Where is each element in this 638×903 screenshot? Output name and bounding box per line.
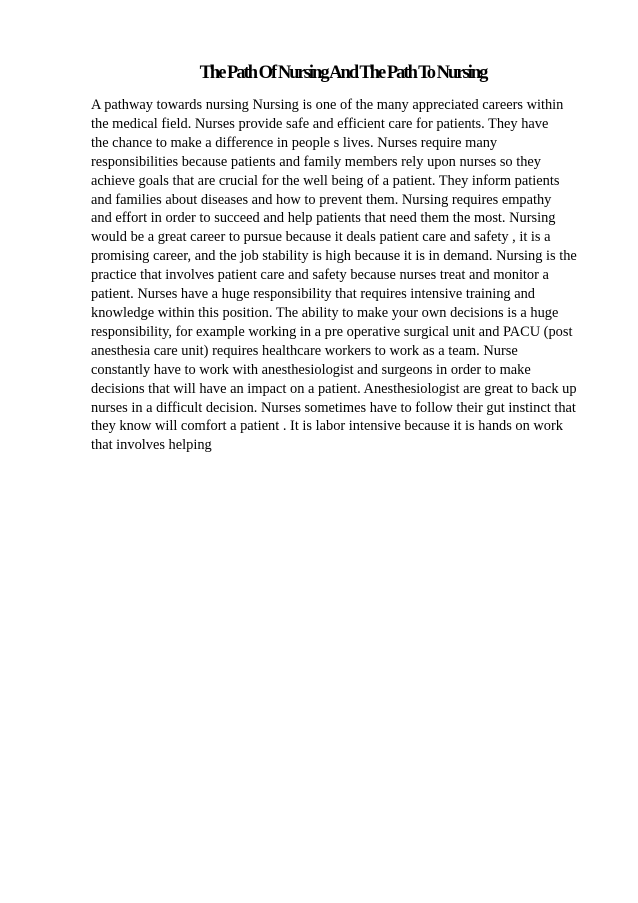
body-line: would be a great career to pursue because it deals patient care and safety , it is a (91, 229, 551, 246)
body-line: achieve goals that are crucial for the well being of a patient. They inform patients (91, 172, 560, 189)
body-line: and families about diseases and how to prevent them. Nursing requires empathy (91, 191, 552, 208)
body-line: anesthesia care unit) requires healthcare workers to work as a team. Nurse (91, 342, 518, 359)
body-line: responsibility, for example working in a pre operative surgical unit and PACU (post (91, 323, 573, 340)
body-line: that involves helping (91, 437, 212, 454)
body-line: knowledge within this position. The ability to make your own decisions is a huge (91, 304, 559, 321)
body-line: the medical field. Nurses provide safe and efficient care for patients. They have (91, 115, 549, 132)
body-line: responsibilities because patients and family members rely upon nurses so they (91, 153, 542, 170)
document-title: The Path Of Nursing And The Path To Nursing (199, 63, 487, 83)
body-line: promising career, and the job stability is high because it is in demand. Nursing is the (91, 248, 577, 265)
body-line: A pathway towards nursing Nursing is one of the many appreciated careers within (91, 97, 564, 113)
body-line: nurses in a difficult decision. Nurses sometimes have to follow their gut instinct that (91, 399, 576, 416)
body-line: the chance to make a difference in people s lives. Nurses require many (91, 134, 498, 151)
body-line: and effort in order to succeed and help patients that need them the most. Nursing (91, 210, 556, 227)
document-body (91, 96, 591, 455)
body-line: decisions that will have an impact on a patient. Anesthesiologist are great to back up (91, 380, 577, 397)
body-line: they know will comfort a patient . It is labor intensive because it is hands on work (91, 418, 563, 435)
body-line: practice that involves patient care and safety because nurses treat and monitor a (91, 267, 549, 284)
body-line: patient. Nurses have a huge responsibility that requires intensive training and (91, 286, 535, 303)
body-line: constantly have to work with anesthesiologist and surgeons in order to make (91, 361, 531, 378)
